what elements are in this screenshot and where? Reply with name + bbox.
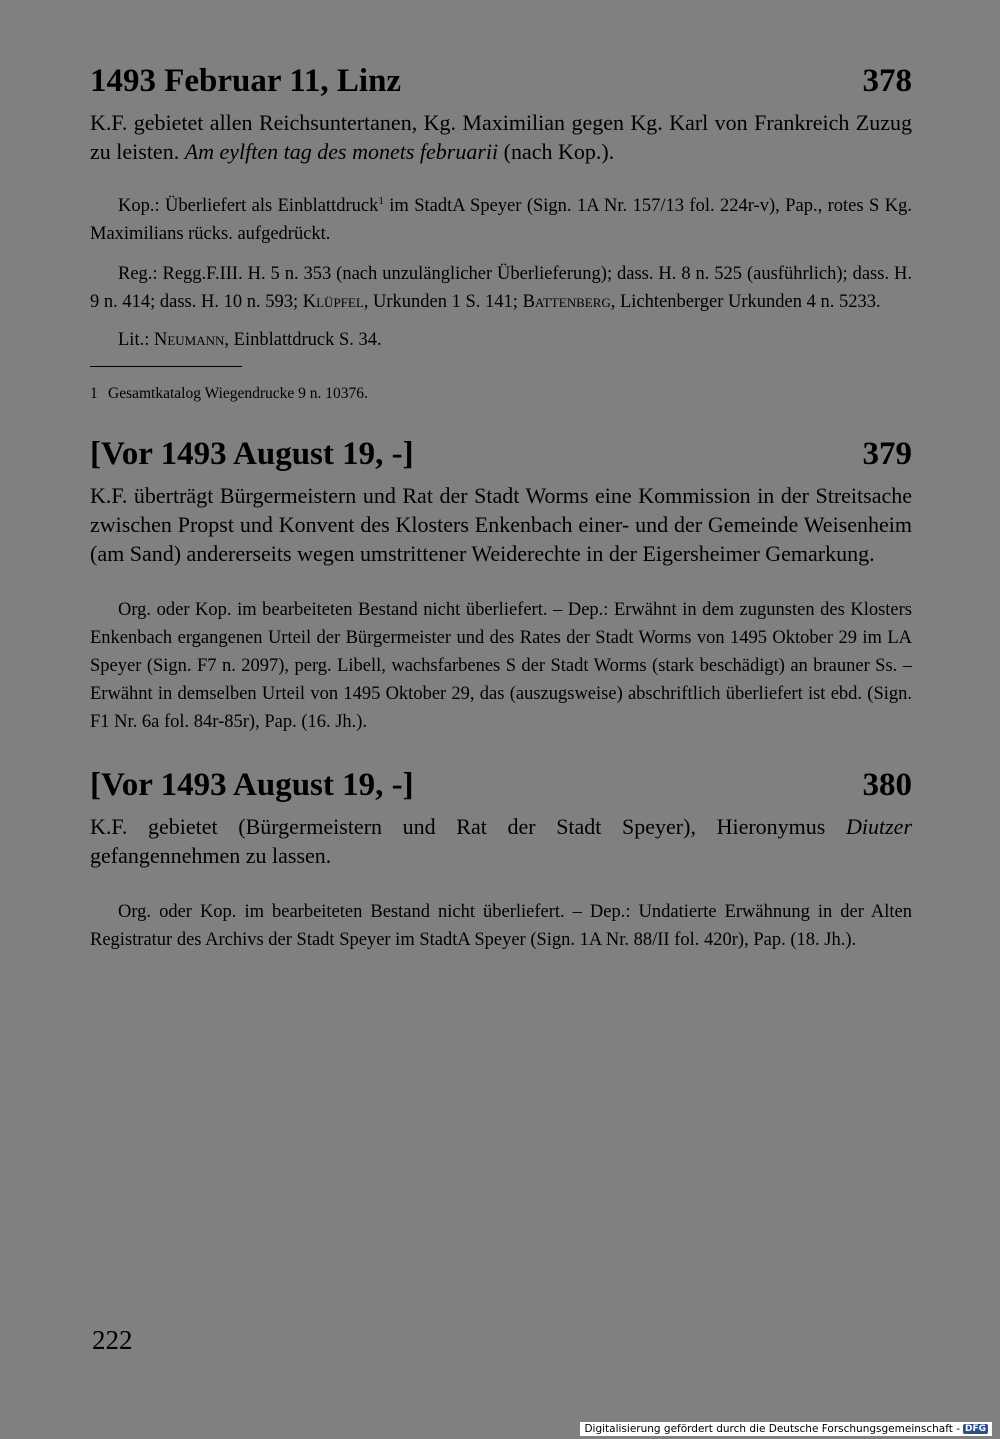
entry-378 bbox=[90, 62, 912, 405]
entry-heading bbox=[90, 62, 912, 100]
note-reg: Reg.: Regg.F.III. H. 5 n. 353 (nach unzulänglicher Überlieferung); dass. H. 8 n. 525 (ausführlich); dass. H. 9 n. 414; dass. H. 10 n. 593; Klüpfel, Urkunden 1 S. 141; Battenberg, Lichtenberger Urkunden 4 n. 5233. bbox=[90, 264, 912, 312]
entry-note: Org. oder Kop. im bearbeiteten Bestand nicht überliefert. – Dep.: Undatierte Erwähnung in der Alten Registratur des Archivs der Stadt Speyer im StadtA Speyer (Sign. 1A Nr. 88/II fol. 420r), Pap. (18. Jh.). bbox=[90, 902, 912, 950]
quoted-date: Am eylften tag des monets februarii bbox=[184, 139, 499, 164]
credit-text: Digitalisierung gefördert durch die Deutsche Forschungsgemeinschaft - bbox=[584, 1423, 960, 1435]
entry-date: [Vor 1493 August 19, -] bbox=[90, 436, 414, 472]
dfg-logo: DFG bbox=[964, 1424, 986, 1434]
page-number: 222 bbox=[92, 1325, 133, 1355]
footnote: 1 Gesamtkatalog Wiegendrucke 9 n. 10376. bbox=[90, 385, 368, 402]
entry-date: 1493 Februar 11, Linz bbox=[90, 63, 402, 99]
entry-number: 380 bbox=[862, 767, 912, 803]
person-name: Diutzer bbox=[846, 814, 912, 839]
page-content bbox=[90, 62, 912, 954]
entry-number: 379 bbox=[862, 436, 912, 472]
entry-380 bbox=[90, 766, 912, 954]
entry-number: 378 bbox=[862, 63, 912, 99]
entry-note: Org. oder Kop. im bearbeiteten Bestand nicht überliefert. – Dep.: Erwähnt in dem zugunsten des Klosters Enkenbach ergangenen Urteil der Bürgermeister und des Rates der Stadt Worms von 1495 Oktober 29 im LA Speyer (Sign. F7 n. 2097), perg. Libell, wachsfarbenes S der Stadt Worms (stark beschädigt) an brauner Ss. – Erwähnt in demselben Urteil von 1495 Oktober 29, das (auszugsweise) abschriftlich überliefert ist ebd. (Sign. F1 Nr. 6a fol. 84r-85r), Pap. (16. Jh.). bbox=[90, 600, 912, 732]
note-lit: Lit.: Neumann, Einblattdruck S. 34. bbox=[118, 330, 382, 350]
entry-379 bbox=[90, 435, 912, 736]
entry-summary: K.F. gebietet allen Reichsuntertanen, Kg. Maximilian gegen Kg. Karl von Frankreich Zuzug zu leisten. Am eylften tag des monets februarii (nach Kop.). bbox=[90, 110, 912, 164]
entry-summary: K.F. gebietet (Bürgermeistern und Rat der Stadt Speyer), Hieronymus Diutzer gefangennehmen zu lassen. bbox=[90, 814, 912, 868]
funding-credit bbox=[580, 1422, 992, 1436]
footnote-divider bbox=[90, 366, 242, 367]
entry-heading bbox=[90, 766, 912, 804]
footnote-ref: 1 bbox=[378, 194, 384, 207]
entry-date: [Vor 1493 August 19, -] bbox=[90, 767, 414, 803]
entry-heading bbox=[90, 435, 912, 473]
entry-summary: K.F. überträgt Bürgermeistern und Rat der Stadt Worms eine Kommission in der Streitsache zwischen Propst und Konvent des Klosters Enkenbach einer- und der Gemeinde Weisenheim (am Sand) andererseits wegen umstrittener Weiderechte in der Eigersheimer Gemarkung. bbox=[90, 483, 912, 566]
note-kop: Kop.: Überliefert als Einblattdruck$^1$ im StadtA Speyer (Sign. 1A Nr. 157/13 fol. 224r-v), Pap., rotes S Kg. Maximilians rücks. aufgedrückt. bbox=[90, 194, 912, 244]
